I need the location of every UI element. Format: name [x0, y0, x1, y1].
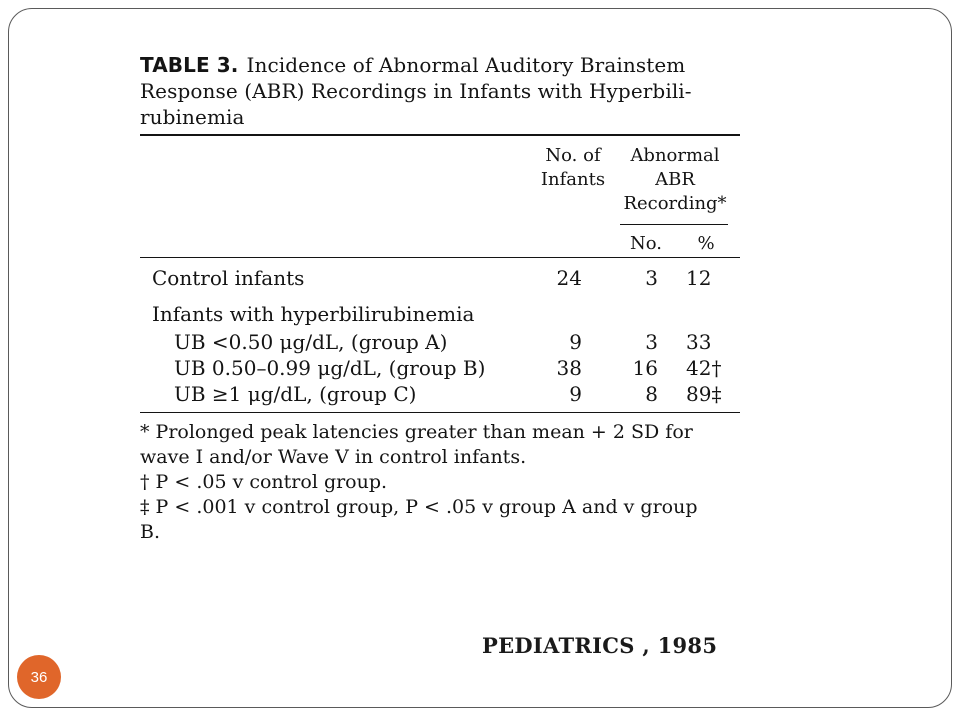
header-spanner-rule: [620, 224, 728, 225]
caption-line-3: rubinemia: [140, 105, 245, 129]
header-bottom-rule: [140, 257, 740, 258]
row-group-b-pct: 42†: [686, 356, 722, 380]
header-no-of-infants: [536, 144, 610, 192]
header-infants-line-1: No. of: [545, 145, 601, 166]
row-label-group-c: UB ≥1 μg/dL, (group C): [174, 382, 417, 406]
header-infants-line-2: Infants: [540, 169, 606, 190]
row-label-group-b: UB 0.50–0.99 μg/dL, (group B): [174, 356, 486, 380]
caption-title-1: Incidence of Abnormal Auditory Brainstem: [246, 53, 686, 77]
table-label: TABLE 3.: [140, 53, 239, 77]
table-footnotes: [140, 420, 744, 545]
footnote-line-1: * Prolonged peak latencies greater than mean + 2 SD for: [140, 421, 693, 443]
row-group-a-infants: 9: [569, 330, 582, 354]
row-control-pct: 12: [686, 266, 712, 290]
header-sub-no: No.: [630, 233, 662, 254]
header-abr-line-1: Abnormal: [630, 145, 720, 166]
row-group-c-pct: 89‡: [686, 382, 722, 406]
row-group-a-no: 3: [645, 330, 658, 354]
row-label-group-a: UB <0.50 μg/dL, (group A): [174, 330, 448, 354]
header-abr-line-3: Recording*: [623, 193, 727, 214]
row-label-hyperbilirubinemia: Infants with hyperbilirubinemia: [152, 302, 475, 326]
row-group-c-no: 8: [645, 382, 658, 406]
page-number-badge: 36: [17, 655, 61, 699]
footnote-line-4: ‡ P < .001 v control group, P < .05 v group A and v group: [140, 496, 698, 518]
footnote-line-5: B.: [140, 521, 161, 543]
table-top-rule: [140, 134, 740, 136]
header-abnormal-abr: [616, 144, 734, 216]
row-group-a-pct: 33: [686, 330, 712, 354]
row-control-no: 3: [645, 266, 658, 290]
row-group-c-infants: 9: [569, 382, 582, 406]
table-caption: [140, 52, 742, 130]
row-label-control: Control infants: [152, 266, 305, 290]
footnote-line-3: † P < .05 v control group.: [140, 471, 388, 493]
source-citation: PEDIATRICS , 1985: [482, 633, 718, 658]
table-bottom-rule: [140, 412, 740, 413]
table-figure: [140, 52, 742, 543]
row-group-b-infants: 38: [556, 356, 582, 380]
row-control-infants: 24: [556, 266, 582, 290]
header-abr-line-2: ABR: [655, 169, 695, 190]
row-group-b-no: 16: [632, 356, 658, 380]
footnote-line-2: wave I and/or Wave V in control infants.: [140, 446, 527, 468]
caption-line-2: Response (ABR) Recordings in Infants with Hyperbili-: [140, 79, 692, 103]
header-sub-pct: %: [697, 233, 715, 254]
caption-line-1: [140, 52, 742, 78]
